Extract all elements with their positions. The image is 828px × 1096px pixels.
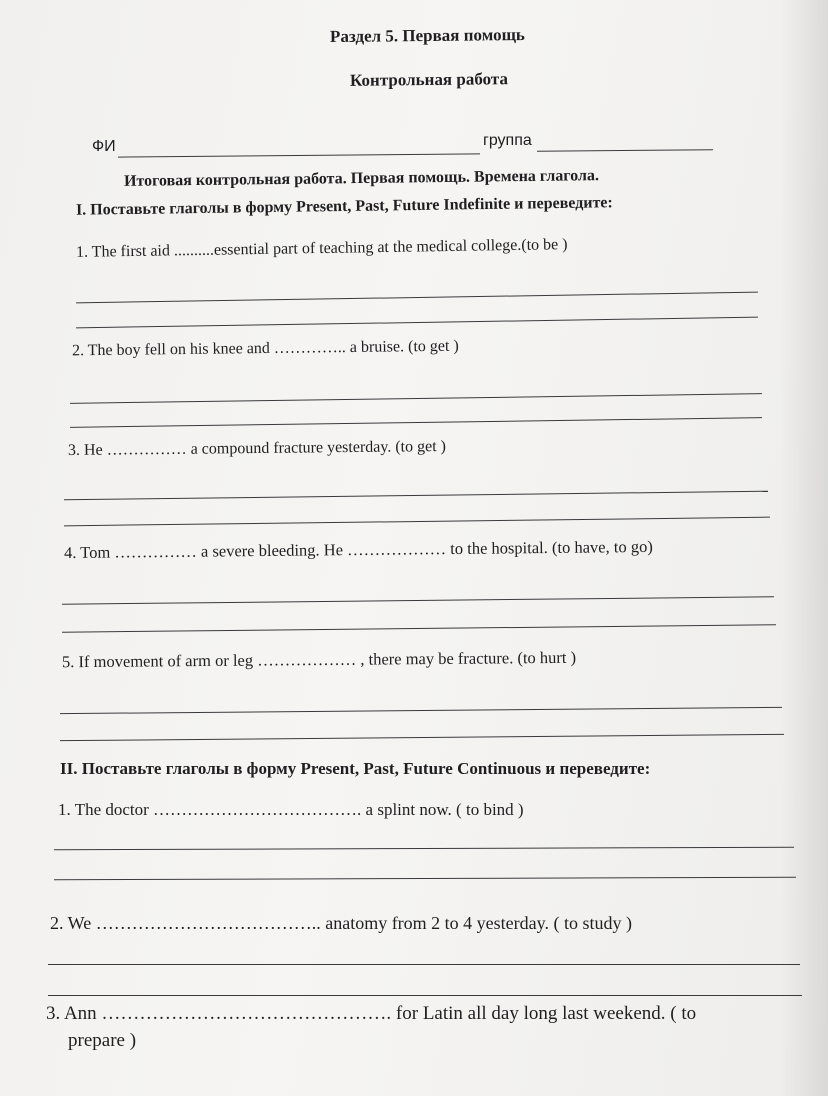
page-edge-shadow	[780, 0, 828, 1096]
name-label: ФИ	[92, 138, 116, 155]
part1-item-5: 5. If movement of arm or leg ……………… , there may be fracture. (to hurt )	[61, 647, 577, 672]
answer-line	[54, 877, 796, 881]
answer-line	[48, 995, 802, 996]
part1-item-4: 4. Tom …………… a severe bleeding. He ……………… to the hospital. (to have, to go)	[63, 536, 653, 563]
part2-item-2: 2. We ……………………………….. anatomy from 2 to 4 yesterday. ( to study )	[50, 913, 632, 933]
answer-line	[64, 491, 768, 501]
group-label: группа	[483, 132, 532, 149]
answer-line	[54, 847, 794, 851]
group-blank-line	[537, 149, 713, 152]
answer-line	[62, 596, 774, 604]
work-title: Контрольная работа	[349, 69, 508, 90]
part1-heading: I. Поставьте глаголы в форму Present, Past, Future Indefinite и переведите:	[75, 194, 613, 219]
answer-line	[70, 417, 762, 428]
answer-line	[60, 734, 784, 741]
answer-line	[60, 707, 782, 714]
main-title: Итоговая контрольная работа. Первая помощь. Времена глагола.	[123, 167, 600, 190]
part1-item-3: 3. He …………… a compound fracture yesterday. (to get )	[67, 438, 447, 459]
part2-heading: II. Поставьте глаголы в форму Present, Past, Future Continuous и переведите:	[60, 759, 651, 778]
part2-item-1: 1. The doctor ………………………………. a splint now. ( to bind )	[58, 800, 524, 819]
section-title: Раздел 5. Первая помощь	[329, 24, 525, 47]
answer-line	[70, 393, 762, 404]
part2-item-3: 3. Ann ………………………………………. for Latin all day long last weekend. ( to	[46, 1003, 697, 1024]
answer-line	[64, 517, 770, 527]
answer-line	[76, 317, 758, 329]
answer-line	[76, 292, 758, 304]
part1-item-1: 1. The first aid ..........essential part of teaching at the medical college.(to be )	[75, 236, 568, 261]
answer-line	[62, 624, 776, 632]
part1-item-2: 2. The boy fell on his knee and ………….. a bruise. (to get )	[71, 337, 459, 360]
part2-item-3-continuation: prepare )	[68, 1030, 137, 1051]
name-blank-line	[118, 153, 480, 157]
answer-line	[48, 964, 800, 965]
